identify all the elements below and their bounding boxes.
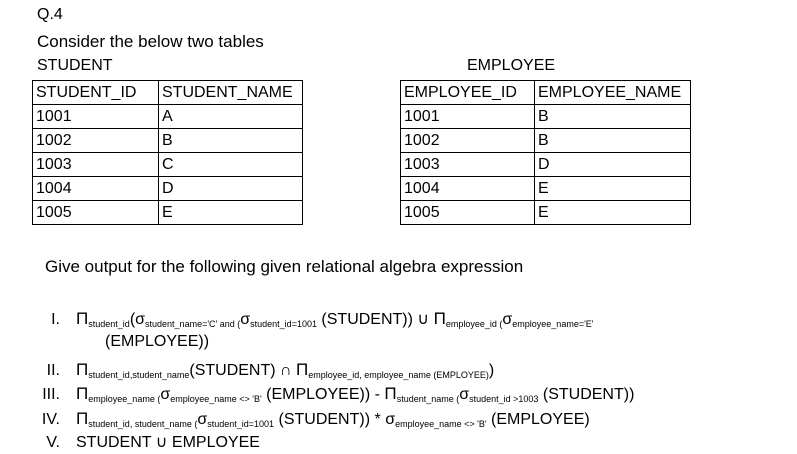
subscript: employee_name (	[88, 394, 161, 404]
item-number: III.	[42, 386, 60, 403]
subscript: employee_name <> 'B'	[170, 394, 262, 404]
projection-symbol: Π	[76, 409, 89, 428]
subscript: student_name='C' and (	[145, 319, 241, 329]
union-operator: ∪	[417, 311, 430, 328]
table-cell: 1004	[33, 177, 159, 201]
projection-symbol: Π	[384, 384, 397, 403]
item-number: V.	[46, 434, 60, 451]
expression-1-continued: (EMPLOYEE))	[105, 333, 210, 350]
column-header: EMPLOYEE_ID	[401, 81, 535, 105]
join-operator: *	[374, 411, 381, 428]
selection-symbol: σ	[197, 411, 208, 428]
selection-symbol: σ	[385, 411, 396, 428]
question-intro: Consider the below two tables	[37, 32, 264, 51]
expression-5	[32, 432, 260, 454]
subscript: student_id >1003	[469, 394, 539, 404]
question-number: Q.4	[37, 6, 63, 23]
subscript: student_id,student_name	[88, 370, 190, 380]
table-row	[401, 129, 691, 153]
projection-symbol: Π	[76, 309, 89, 328]
relation-name: (STUDENT))	[542, 386, 635, 403]
table-cell: E	[535, 177, 691, 201]
instruction-text: Give output for the following given relational algebra expression	[45, 257, 524, 276]
table-cell: 1004	[401, 177, 535, 201]
table-cell: 1002	[401, 129, 535, 153]
table-cell: D	[159, 177, 303, 201]
subscript: employee_name='E'	[512, 319, 594, 329]
table-row	[401, 177, 691, 201]
item-number: I.	[51, 311, 60, 328]
relation-name: (STUDENT)	[189, 362, 276, 379]
table-header-row	[33, 81, 303, 105]
column-header: EMPLOYEE_NAME	[535, 81, 691, 105]
table-row	[33, 201, 303, 225]
table-row	[33, 153, 303, 177]
table-row	[401, 153, 691, 177]
projection-symbol: Π	[295, 360, 309, 379]
subscript: employee_id, employee_name (EMPLOYEE)	[308, 370, 489, 380]
subscript: student_id	[88, 319, 130, 329]
subscript: student_name (	[396, 394, 460, 404]
subscript: student_id, student_name (	[88, 419, 198, 429]
table-cell: B	[535, 105, 691, 129]
table-row	[401, 105, 691, 129]
relation-name: (EMPLOYEE)) -	[266, 386, 380, 403]
table-row	[401, 201, 691, 225]
table-header-row	[401, 81, 691, 105]
union-operator: ∪	[155, 434, 168, 451]
projection-symbol: Π	[433, 309, 446, 328]
table-cell: 1001	[33, 105, 159, 129]
expression-3	[32, 383, 634, 410]
table-row	[33, 177, 303, 201]
table-cell: B	[159, 129, 303, 153]
table-cell: C	[159, 153, 303, 177]
closing-paren: )	[488, 362, 495, 379]
expression-4	[32, 408, 590, 435]
table-cell: 1005	[33, 201, 159, 225]
column-header: STUDENT_NAME	[159, 81, 303, 105]
subscript: student_id=1001	[250, 319, 317, 329]
relation-name: (EMPLOYEE)	[491, 411, 590, 428]
table-cell: 1005	[401, 201, 535, 225]
subscript: employee_id (	[445, 319, 503, 329]
subscript: employee_name <> 'B'	[395, 419, 487, 429]
employee-table-caption: EMPLOYEE	[467, 57, 556, 74]
item-number: IV.	[41, 411, 60, 428]
table-cell: E	[159, 201, 303, 225]
selection-symbol: σ	[160, 386, 171, 403]
selection-symbol: σ	[240, 311, 251, 328]
table-row	[33, 129, 303, 153]
relation-name: STUDENT	[76, 434, 152, 451]
student-table	[32, 80, 303, 225]
expression-2	[32, 359, 494, 386]
table-cell: 1003	[33, 153, 159, 177]
relation-name: (STUDENT))	[278, 411, 371, 428]
selection-symbol: σ	[502, 311, 513, 328]
table-cell: B	[535, 129, 691, 153]
table-cell: E	[535, 201, 691, 225]
table-cell: 1001	[401, 105, 535, 129]
projection-symbol: Π	[76, 360, 89, 379]
relation-name: EMPLOYEE	[171, 434, 260, 451]
selection-symbol: σ	[459, 386, 470, 403]
intersection-operator: ∩	[280, 362, 292, 379]
table-cell: A	[159, 105, 303, 129]
table-row	[33, 105, 303, 129]
table-cell: 1002	[33, 129, 159, 153]
subscript: student_id=1001	[207, 419, 275, 429]
relation-name: (STUDENT))	[321, 311, 413, 328]
projection-symbol: Π	[76, 384, 89, 403]
table-cell: 1003	[401, 153, 535, 177]
column-header: STUDENT_ID	[33, 81, 159, 105]
student-table-caption: STUDENT	[37, 57, 113, 74]
table-cell: D	[535, 153, 691, 177]
employee-table	[400, 80, 691, 225]
selection-symbol: (σ	[129, 311, 146, 328]
item-number: II.	[46, 362, 60, 379]
